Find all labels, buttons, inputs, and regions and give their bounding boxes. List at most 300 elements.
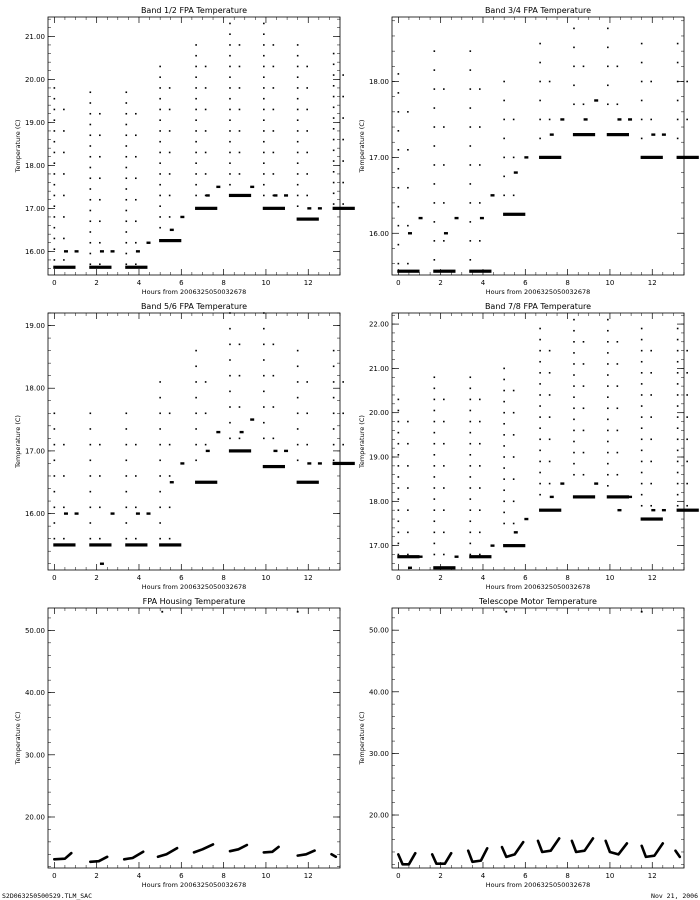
data-point bbox=[195, 428, 197, 430]
data-point bbox=[169, 130, 171, 132]
data-point bbox=[195, 162, 197, 164]
plot-frame bbox=[392, 313, 684, 570]
data-trace bbox=[54, 853, 71, 859]
data-point bbox=[90, 538, 92, 540]
data-point bbox=[263, 87, 265, 89]
data-point bbox=[169, 216, 171, 218]
data-point bbox=[229, 422, 231, 424]
data-point bbox=[125, 507, 127, 509]
data-point bbox=[195, 350, 197, 352]
plateau-segment bbox=[125, 266, 147, 269]
data-point bbox=[677, 119, 679, 121]
data-point bbox=[491, 194, 495, 196]
data-point bbox=[63, 538, 65, 540]
plateau-segment bbox=[159, 543, 181, 546]
data-point bbox=[607, 441, 609, 443]
data-point bbox=[434, 259, 436, 261]
data-point bbox=[229, 184, 231, 186]
data-point bbox=[125, 124, 127, 126]
y-tick-label: 17.00 bbox=[368, 153, 389, 162]
data-point bbox=[573, 396, 575, 398]
x-axis-label: Hours from 2006325050032678 bbox=[141, 881, 247, 889]
data-point bbox=[342, 412, 344, 414]
data-point bbox=[434, 164, 436, 166]
data-point bbox=[469, 410, 471, 412]
data-point bbox=[677, 328, 679, 330]
data-point bbox=[677, 427, 679, 429]
data-point bbox=[63, 152, 65, 154]
data-point bbox=[239, 87, 241, 89]
data-point bbox=[229, 119, 231, 121]
data-point bbox=[136, 512, 140, 514]
data-point bbox=[159, 412, 161, 414]
data-point bbox=[54, 184, 56, 186]
data-point bbox=[573, 319, 575, 321]
data-point bbox=[573, 330, 575, 332]
data-point bbox=[229, 23, 231, 25]
data-point bbox=[333, 53, 335, 55]
data-point bbox=[573, 474, 575, 476]
data-point bbox=[549, 438, 551, 440]
data-point bbox=[539, 372, 541, 374]
data-point bbox=[607, 66, 609, 68]
data-point bbox=[159, 87, 161, 89]
data-point bbox=[284, 194, 288, 196]
data-point bbox=[229, 162, 231, 164]
data-point bbox=[443, 509, 445, 511]
data-point bbox=[195, 173, 197, 175]
data-point bbox=[297, 98, 299, 100]
data-point bbox=[90, 444, 92, 446]
data-point bbox=[135, 199, 137, 201]
data-point bbox=[229, 141, 231, 143]
data-point bbox=[434, 487, 436, 489]
data-point bbox=[170, 481, 174, 483]
data-point bbox=[607, 407, 609, 409]
x-tick-label: 6 bbox=[523, 574, 528, 582]
data-point bbox=[677, 43, 679, 45]
chart-panel bbox=[358, 597, 684, 889]
data-point bbox=[398, 206, 400, 208]
data-point bbox=[54, 119, 56, 121]
data-point bbox=[434, 554, 436, 556]
y-tick-label: 16.00 bbox=[368, 229, 389, 238]
data-point bbox=[583, 363, 585, 365]
data-point bbox=[306, 444, 308, 446]
data-point bbox=[169, 444, 171, 446]
data-point bbox=[443, 126, 445, 128]
plateau-segment bbox=[433, 270, 455, 273]
data-point bbox=[90, 102, 92, 104]
data-point bbox=[407, 421, 409, 423]
data-point bbox=[407, 509, 409, 511]
data-point bbox=[503, 412, 505, 414]
data-trace bbox=[332, 854, 336, 857]
data-point bbox=[650, 505, 652, 507]
x-tick-label: 0 bbox=[396, 574, 401, 582]
data-point bbox=[469, 107, 471, 109]
data-point bbox=[297, 611, 299, 613]
data-point bbox=[205, 381, 207, 383]
data-point bbox=[479, 202, 481, 204]
data-point bbox=[513, 501, 515, 503]
data-point bbox=[169, 412, 171, 414]
y-tick-label: 18.00 bbox=[368, 78, 389, 86]
data-point bbox=[54, 259, 56, 261]
plateau-segment bbox=[263, 465, 285, 468]
data-point bbox=[650, 350, 652, 352]
data-point bbox=[434, 498, 436, 500]
data-point bbox=[539, 350, 541, 352]
data-point bbox=[99, 220, 101, 222]
data-points bbox=[398, 611, 680, 865]
data-point bbox=[539, 472, 541, 474]
data-point bbox=[159, 173, 161, 175]
data-point bbox=[583, 474, 585, 476]
data-point bbox=[169, 195, 171, 197]
data-point bbox=[617, 363, 619, 365]
data-point bbox=[407, 225, 409, 227]
data-point bbox=[54, 248, 56, 250]
data-point bbox=[263, 66, 265, 68]
data-point bbox=[135, 263, 137, 265]
data-point bbox=[263, 406, 265, 408]
data-point bbox=[524, 156, 528, 158]
data-point bbox=[125, 242, 127, 244]
data-point bbox=[434, 88, 436, 90]
data-point bbox=[333, 428, 335, 430]
chart-title: Band 7/8 FPA Temperature bbox=[484, 302, 592, 311]
data-point bbox=[100, 563, 104, 565]
data-point bbox=[479, 443, 481, 445]
data-point bbox=[99, 263, 101, 265]
data-point bbox=[641, 119, 643, 121]
data-point bbox=[125, 460, 127, 462]
data-point bbox=[469, 259, 471, 261]
data-point bbox=[549, 372, 551, 374]
data-point bbox=[651, 509, 655, 511]
data-point bbox=[398, 520, 400, 522]
data-point bbox=[229, 130, 231, 132]
data-point bbox=[135, 475, 137, 477]
data-point bbox=[239, 66, 241, 68]
data-point bbox=[469, 532, 471, 534]
data-point bbox=[263, 422, 265, 424]
data-point bbox=[539, 450, 541, 452]
x-tick-label: 4 bbox=[480, 279, 486, 287]
data-point bbox=[273, 109, 275, 111]
data-point bbox=[607, 103, 609, 105]
data-point bbox=[239, 173, 241, 175]
data-point bbox=[539, 81, 541, 83]
data-point bbox=[539, 100, 541, 102]
data-point bbox=[159, 76, 161, 78]
data-point bbox=[573, 374, 575, 376]
data-trace bbox=[230, 845, 247, 851]
data-point bbox=[333, 150, 335, 152]
y-tick-label: 17.00 bbox=[368, 542, 389, 551]
data-point bbox=[677, 372, 679, 374]
x-tick-label: 2 bbox=[438, 872, 443, 880]
y-tick-label: 19.00 bbox=[24, 322, 45, 331]
data-point bbox=[573, 441, 575, 443]
data-point bbox=[90, 231, 92, 233]
data-point bbox=[125, 412, 127, 414]
chart-panel bbox=[358, 302, 699, 591]
data-point bbox=[125, 231, 127, 233]
data-point bbox=[479, 487, 481, 489]
data-point bbox=[90, 242, 92, 244]
data-point bbox=[63, 259, 65, 261]
data-point bbox=[54, 216, 56, 218]
data-trace bbox=[124, 852, 143, 860]
data-point bbox=[407, 111, 409, 113]
data-point bbox=[398, 476, 400, 478]
y-tick-label: 20.00 bbox=[368, 811, 389, 820]
data-point bbox=[147, 512, 151, 514]
data-point bbox=[297, 55, 299, 57]
data-point bbox=[263, 55, 265, 57]
data-point bbox=[205, 444, 207, 446]
data-point bbox=[63, 109, 65, 111]
data-points bbox=[53, 312, 355, 565]
data-point bbox=[677, 461, 679, 463]
y-tick-label: 17.00 bbox=[24, 447, 45, 456]
x-tick-label: 6 bbox=[179, 279, 184, 287]
data-point bbox=[229, 328, 231, 330]
data-point bbox=[135, 444, 137, 446]
data-point bbox=[333, 160, 335, 162]
data-point bbox=[503, 176, 505, 178]
chart-panel bbox=[358, 6, 699, 296]
data-point bbox=[90, 167, 92, 169]
data-point bbox=[641, 611, 643, 613]
data-point bbox=[125, 156, 127, 158]
data-point bbox=[607, 419, 609, 421]
data-point bbox=[195, 397, 197, 399]
data-point bbox=[333, 365, 335, 367]
data-point bbox=[677, 138, 679, 140]
data-point bbox=[686, 483, 688, 485]
data-point bbox=[63, 238, 65, 240]
data-points bbox=[53, 23, 355, 269]
data-point bbox=[135, 134, 137, 136]
data-point bbox=[469, 454, 471, 456]
data-point bbox=[573, 430, 575, 432]
x-tick-label: 8 bbox=[221, 279, 226, 287]
data-point bbox=[583, 341, 585, 343]
data-point bbox=[514, 171, 518, 173]
data-point bbox=[419, 217, 423, 219]
data-point bbox=[159, 98, 161, 100]
plateau-segment bbox=[89, 266, 111, 269]
data-point bbox=[469, 88, 471, 90]
data-point bbox=[398, 421, 400, 423]
data-point bbox=[229, 406, 231, 408]
data-point bbox=[641, 372, 643, 374]
data-point bbox=[195, 460, 197, 462]
data-point bbox=[297, 205, 299, 207]
data-point bbox=[54, 87, 56, 89]
data-point bbox=[607, 352, 609, 354]
data-point bbox=[169, 87, 171, 89]
data-point bbox=[549, 416, 551, 418]
data-point bbox=[195, 195, 197, 197]
y-axis-label: Temperature (C) bbox=[358, 711, 366, 765]
data-point bbox=[641, 339, 643, 341]
data-point bbox=[342, 96, 344, 98]
data-point bbox=[159, 119, 161, 121]
data-point bbox=[63, 475, 65, 477]
data-trace bbox=[194, 844, 213, 852]
data-point bbox=[342, 74, 344, 76]
data-point bbox=[318, 207, 322, 209]
data-point bbox=[125, 113, 127, 115]
x-tick-label: 10 bbox=[261, 872, 271, 880]
data-point bbox=[573, 452, 575, 454]
data-point bbox=[239, 130, 241, 132]
data-point bbox=[297, 460, 299, 462]
data-points bbox=[397, 28, 699, 273]
data-point bbox=[583, 407, 585, 409]
x-tick-label: 4 bbox=[480, 574, 486, 582]
data-point bbox=[434, 145, 436, 147]
data-point bbox=[503, 100, 505, 102]
data-point bbox=[125, 491, 127, 493]
data-point bbox=[539, 383, 541, 385]
data-point bbox=[503, 379, 505, 381]
data-point bbox=[333, 117, 335, 119]
data-point bbox=[125, 210, 127, 212]
data-point bbox=[641, 494, 643, 496]
data-point bbox=[90, 220, 92, 222]
data-point bbox=[398, 554, 400, 556]
data-point bbox=[54, 205, 56, 207]
data-point bbox=[263, 130, 265, 132]
data-point bbox=[54, 227, 56, 229]
data-point bbox=[195, 119, 197, 121]
data-point bbox=[469, 498, 471, 500]
plateau-segment bbox=[297, 218, 319, 221]
data-point bbox=[469, 520, 471, 522]
data-point bbox=[159, 460, 161, 462]
x-tick-label: 0 bbox=[52, 279, 57, 287]
data-point bbox=[573, 84, 575, 86]
data-point bbox=[90, 210, 92, 212]
data-point bbox=[434, 240, 436, 242]
data-trace bbox=[398, 853, 415, 864]
data-point bbox=[333, 182, 335, 184]
x-tick-label: 12 bbox=[647, 279, 657, 287]
data-point bbox=[169, 152, 171, 154]
data-point bbox=[549, 119, 551, 121]
data-trace bbox=[158, 848, 177, 857]
data-trace bbox=[468, 848, 487, 862]
data-point bbox=[677, 81, 679, 83]
data-point bbox=[443, 399, 445, 401]
data-point bbox=[513, 119, 515, 121]
data-point bbox=[677, 394, 679, 396]
x-tick-label: 12 bbox=[303, 574, 313, 582]
data-points bbox=[397, 319, 699, 570]
x-tick-label: 10 bbox=[261, 574, 271, 582]
data-point bbox=[99, 199, 101, 201]
data-point bbox=[306, 381, 308, 383]
data-point bbox=[263, 162, 265, 164]
data-point bbox=[229, 344, 231, 346]
data-point bbox=[455, 556, 459, 558]
data-point bbox=[628, 496, 632, 498]
data-point bbox=[686, 81, 688, 83]
data-point bbox=[135, 242, 137, 244]
data-point bbox=[419, 556, 423, 558]
data-point bbox=[677, 416, 679, 418]
data-point bbox=[297, 66, 299, 68]
plateau-segment bbox=[195, 481, 217, 484]
data-point bbox=[63, 507, 65, 509]
data-point bbox=[686, 350, 688, 352]
x-tick-label: 4 bbox=[136, 279, 142, 287]
data-point bbox=[90, 91, 92, 93]
data-point bbox=[239, 44, 241, 46]
data-point bbox=[503, 489, 505, 491]
data-point bbox=[125, 263, 127, 265]
data-point bbox=[229, 66, 231, 68]
data-point bbox=[505, 611, 507, 613]
data-point bbox=[273, 406, 275, 408]
plateau-segment bbox=[195, 207, 217, 210]
data-point bbox=[503, 138, 505, 140]
data-trace bbox=[264, 847, 279, 853]
data-point bbox=[297, 195, 299, 197]
y-tick-label: 18.00 bbox=[368, 497, 389, 506]
data-point bbox=[443, 465, 445, 467]
data-point bbox=[263, 328, 265, 330]
data-point bbox=[677, 361, 679, 363]
data-point bbox=[539, 138, 541, 140]
x-tick-label: 6 bbox=[179, 872, 184, 880]
x-tick-label: 4 bbox=[480, 872, 486, 880]
data-point bbox=[135, 156, 137, 158]
data-point bbox=[159, 475, 161, 477]
data-point bbox=[434, 376, 436, 378]
data-point bbox=[159, 491, 161, 493]
x-tick-label: 12 bbox=[647, 574, 657, 582]
data-point bbox=[273, 152, 275, 154]
data-point bbox=[90, 113, 92, 115]
x-tick-label: 6 bbox=[523, 279, 528, 287]
data-point bbox=[342, 203, 344, 205]
data-point bbox=[159, 109, 161, 111]
data-point bbox=[205, 173, 207, 175]
y-tick-label: 20.00 bbox=[368, 409, 389, 418]
data-point bbox=[229, 375, 231, 377]
data-point bbox=[205, 87, 207, 89]
data-point bbox=[195, 444, 197, 446]
y-axis-label: Temperature (C) bbox=[14, 415, 22, 468]
data-point bbox=[125, 134, 127, 136]
data-point bbox=[90, 507, 92, 509]
data-point bbox=[607, 47, 609, 49]
data-trace bbox=[572, 838, 593, 852]
data-point bbox=[662, 133, 666, 135]
data-point bbox=[297, 87, 299, 89]
data-point bbox=[503, 195, 505, 197]
data-point bbox=[469, 465, 471, 467]
data-point bbox=[125, 220, 127, 222]
data-point bbox=[63, 216, 65, 218]
data-trace bbox=[90, 857, 107, 862]
